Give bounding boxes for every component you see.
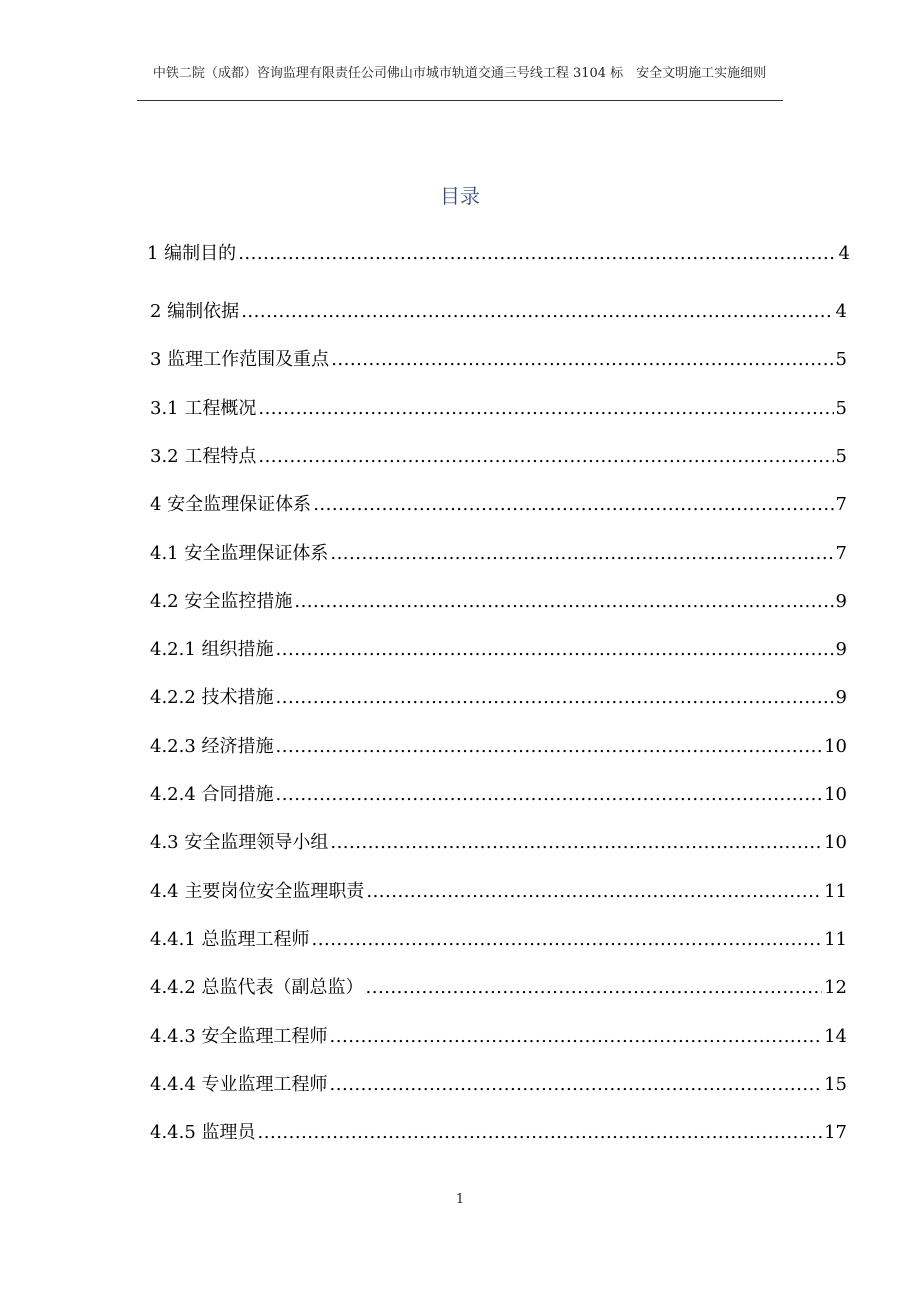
toc-entry-page: 12 xyxy=(824,977,847,998)
toc-entry[interactable] xyxy=(150,586,847,618)
toc-dot-leader xyxy=(330,538,833,570)
toc-dot-leader xyxy=(258,441,833,473)
toc-entry[interactable] xyxy=(150,876,847,908)
toc-dot-leader xyxy=(294,586,833,618)
toc-dot-leader xyxy=(276,634,834,666)
toc-entry-page: 4 xyxy=(835,301,847,322)
toc-entry[interactable] xyxy=(150,682,847,714)
toc-entry-page: 11 xyxy=(824,929,847,950)
toc-entry-page: 14 xyxy=(824,1026,847,1047)
toc-dot-leader xyxy=(241,296,833,328)
toc-entry-page: 15 xyxy=(824,1074,847,1095)
toc-entry-page: 9 xyxy=(835,591,847,612)
toc-entry-page: 9 xyxy=(835,639,847,660)
toc-dot-leader xyxy=(330,1021,823,1053)
toc-entry-page: 10 xyxy=(824,736,847,757)
toc-entry[interactable] xyxy=(150,296,847,328)
toc-entry-page: 5 xyxy=(835,349,847,370)
toc-entry-label: 4.2.4 合同措施 xyxy=(150,784,274,805)
toc-dot-leader xyxy=(276,779,823,811)
toc-entry-label: 4.4.5 监理员 xyxy=(150,1122,256,1143)
toc-entry-page: 17 xyxy=(824,1122,847,1143)
toc-entry[interactable] xyxy=(150,1021,847,1053)
toc-entry-label: 2 编制依据 xyxy=(150,301,240,322)
toc-dot-leader xyxy=(313,489,833,521)
toc-dot-leader xyxy=(312,924,823,956)
toc-entry-page: 10 xyxy=(824,832,847,853)
toc-dot-leader xyxy=(276,731,823,763)
toc-dot-leader xyxy=(258,1117,823,1149)
toc-entry-label: 4.4.1 总监理工程师 xyxy=(150,929,310,950)
toc-entry-label: 4.1 安全监理保证体系 xyxy=(150,543,329,564)
toc-entry-label: 4.4.4 专业监理工程师 xyxy=(150,1074,328,1095)
toc-entry[interactable] xyxy=(150,489,847,521)
toc-entry[interactable] xyxy=(150,1069,847,1101)
toc-entry[interactable] xyxy=(150,538,847,570)
toc-entry[interactable] xyxy=(150,779,847,811)
toc-dot-leader xyxy=(258,393,833,425)
toc-entry-label: 4 安全监理保证体系 xyxy=(150,494,312,515)
toc-entry-page: 7 xyxy=(835,543,847,564)
toc-entry-page: 7 xyxy=(835,494,847,515)
toc-entry[interactable] xyxy=(147,238,850,270)
toc-dot-leader xyxy=(366,972,823,1004)
page-number: 1 xyxy=(455,1192,465,1207)
toc-dot-leader xyxy=(276,682,834,714)
toc-entry[interactable] xyxy=(150,827,847,859)
toc-dot-leader xyxy=(366,876,822,908)
toc-entry-label: 3 监理工作范围及重点 xyxy=(150,349,330,370)
toc-entry[interactable] xyxy=(150,344,847,376)
toc-entry-label: 3.2 工程特点 xyxy=(150,446,257,467)
toc-dot-leader xyxy=(331,344,833,376)
toc-entry-page: 10 xyxy=(824,784,847,805)
toc-entry-label: 1 编制目的 xyxy=(147,243,237,264)
toc-entry-label: 4.3 安全监理领导小组 xyxy=(150,832,329,853)
toc-entry-label: 4.4.2 总监代表（副总监） xyxy=(150,977,364,998)
toc-entry[interactable] xyxy=(150,441,847,473)
header-rule xyxy=(137,100,783,101)
toc-entry-label: 4.4.3 安全监理工程师 xyxy=(150,1026,328,1047)
toc-entry-page: 4 xyxy=(838,243,850,264)
toc-entry[interactable] xyxy=(150,731,847,763)
toc-entry-label: 4.2.3 经济措施 xyxy=(150,736,274,757)
toc-entry-label: 4.4 主要岗位安全监理职责 xyxy=(150,881,365,902)
toc-entry[interactable] xyxy=(150,393,847,425)
running-header: 中铁二院（成都）咨询监理有限责任公司佛山市城市轨道交通三号线工程 3104 标 安全文明施工实施细则 xyxy=(152,66,767,81)
toc-entry[interactable] xyxy=(150,972,847,1004)
toc-dot-leader xyxy=(238,238,836,270)
toc-entry-page: 11 xyxy=(824,881,847,902)
toc-entry[interactable] xyxy=(150,924,847,956)
toc-dot-leader xyxy=(330,1069,823,1101)
toc-entry[interactable] xyxy=(150,634,847,666)
toc-entry-label: 4.2 安全监控措施 xyxy=(150,591,293,612)
toc-entry-page: 5 xyxy=(835,446,847,467)
toc-entry-label: 4.2.2 技术措施 xyxy=(150,687,274,708)
toc-dot-leader xyxy=(330,827,822,859)
toc-entry-page: 9 xyxy=(835,687,847,708)
toc-entry-page: 5 xyxy=(835,398,847,419)
toc-title: 目录 xyxy=(440,184,480,208)
toc-entry-label: 3.1 工程概况 xyxy=(150,398,257,419)
toc-entry-label: 4.2.1 组织措施 xyxy=(150,639,274,660)
toc-entry[interactable] xyxy=(150,1117,847,1149)
